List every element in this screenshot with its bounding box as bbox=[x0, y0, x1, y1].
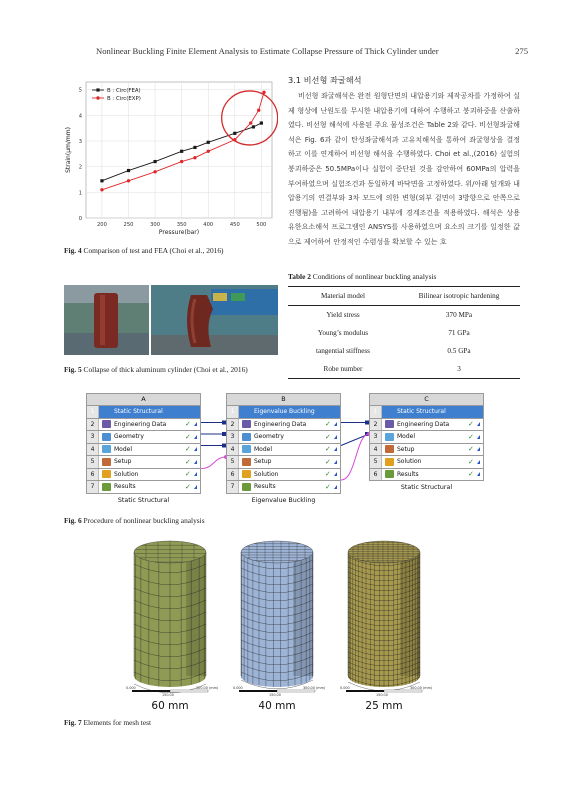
y-tick-label: 4 bbox=[78, 113, 82, 120]
row-label: Engineering Data bbox=[114, 420, 167, 428]
data-point bbox=[260, 121, 263, 124]
status-check-icon: ✓ bbox=[185, 445, 191, 454]
fig5-label: Fig. 5 bbox=[64, 365, 82, 374]
table2-caption-text: Conditions of nonlinear buckling analysis bbox=[312, 272, 437, 281]
x-axis-label: Pressure(bar) bbox=[158, 229, 200, 236]
row-label: Geometry bbox=[254, 433, 284, 441]
cylinder-shade bbox=[400, 552, 420, 676]
x-tick-label: 500 bbox=[256, 222, 267, 228]
section-paragraph: 비선형 좌굴해석은 완전 원형단면의 내압용기와 제작공차를 가정하여 실제 형상에 난원도를 무시한 내압용기에 대하여 수행하고 붕괴하중을 산출하였다. 비선형 해석에 사용된 주요 물성조건은 Table 2와 같다. 비선형좌굴해석은 Fig. 6과 같이 탄성좌굴해석과 고유치해석을 통하여 좌굴형상을 결정하고 이를 연계하여 비선형 해석을 수행하였다. Choi et al.,(2016) 실험의 붕괴하중은 50.5MPa이나 실험이 중단된 것을 감안하여 60MPa의 압력을 부여하였으며 실험조건과 동일하게 바닥면을 고정하였다. 위/아래 덮개와 내압용기의 연결부와 3차 모드에 의한 변형(외부 겉면이 3방향으로 안쪽으로 진행됨)을 고려하여 내압용기 내부에 경계조건을 적용하였다. 해석은 상용 유한요소해석 프로그램인 ANSYS를 사용하였으며 요소의 크기를 일정한 값으로 제어하여 안정적인 수렴성을 확보할 수 있는 호 bbox=[288, 91, 520, 246]
status-check-icon: ✓ bbox=[185, 420, 191, 429]
cell-type-icon bbox=[385, 445, 394, 453]
row-number: 4 bbox=[227, 444, 239, 456]
x-tick-label: 300 bbox=[150, 222, 161, 228]
table-cell: Robe number bbox=[288, 360, 398, 379]
row-label: Solution bbox=[254, 470, 279, 478]
row-number: 2 bbox=[87, 419, 99, 431]
cell-type-icon bbox=[242, 483, 251, 491]
row-number: 6 bbox=[370, 469, 382, 481]
data-point bbox=[127, 169, 130, 172]
scale-end-label: 300.00 (mm) bbox=[196, 686, 219, 690]
cell-type-icon bbox=[242, 445, 251, 453]
scale-start-label: 0.000 bbox=[126, 686, 136, 690]
y-tick-label: 1 bbox=[78, 190, 82, 197]
mesh-size-label: 25 mm bbox=[365, 700, 403, 712]
fig4-caption-text: Comparison of test and FEA (Choi et al., 2016) bbox=[83, 246, 224, 255]
data-point bbox=[180, 150, 183, 153]
legend-label: B : Circ(FEA) bbox=[107, 88, 141, 94]
collapsed-cylinder-image bbox=[151, 285, 278, 355]
status-check-icon: ✓ bbox=[325, 457, 331, 466]
status-check-icon: ✓ bbox=[185, 432, 191, 441]
table-header-row bbox=[288, 287, 520, 306]
table-cell: 370 MPa bbox=[445, 311, 473, 319]
row-label: Solution bbox=[114, 470, 139, 478]
system-row[interactable] bbox=[86, 456, 201, 469]
mesh-cylinder-image bbox=[118, 536, 222, 696]
x-tick-label: 350 bbox=[176, 222, 187, 228]
row-number: 1 bbox=[227, 406, 239, 418]
row-label: Engineering Data bbox=[254, 420, 307, 428]
table-header-cell: Bilinear isotropic hardening bbox=[398, 287, 520, 306]
mesh-size-label: 60 mm bbox=[151, 700, 189, 712]
page-number: 275 bbox=[515, 46, 528, 56]
cell-type-icon bbox=[385, 420, 394, 428]
fig6-label: Fig. 6 bbox=[64, 516, 82, 525]
system-row[interactable] bbox=[86, 469, 201, 482]
corner-triangle-icon bbox=[477, 447, 480, 451]
table-cell: Young’s modulus bbox=[317, 329, 369, 337]
cell-type-icon bbox=[102, 483, 111, 491]
cell-type-icon bbox=[242, 458, 251, 466]
data-point bbox=[180, 160, 183, 163]
cell-type-icon bbox=[102, 408, 111, 416]
system-row[interactable] bbox=[369, 431, 484, 444]
system-footer: Static Structural bbox=[117, 496, 170, 504]
system-letter: B bbox=[226, 393, 341, 406]
y-tick-label: 0 bbox=[78, 216, 82, 222]
fig4-label: Fig. 4 bbox=[64, 246, 82, 255]
fig5-photo-collapsed bbox=[151, 285, 278, 355]
row-number: 2 bbox=[370, 419, 382, 431]
row-label: Solution bbox=[397, 458, 422, 466]
row-label: Setup bbox=[254, 458, 272, 466]
y-axis-label: Strain(μm/mm) bbox=[65, 127, 72, 173]
x-tick-label: 400 bbox=[203, 222, 214, 228]
system-letter: C bbox=[369, 393, 484, 406]
corner-triangle-icon bbox=[194, 472, 197, 476]
data-point bbox=[100, 188, 103, 191]
table-cell: tangential stiffness bbox=[316, 347, 370, 355]
row-number: 4 bbox=[370, 444, 382, 456]
table-cell: 71 GPa bbox=[448, 329, 470, 337]
data-point bbox=[193, 146, 196, 149]
table-row bbox=[288, 342, 520, 360]
strain-pressure-chart bbox=[64, 76, 278, 236]
scale-bar-light bbox=[384, 690, 422, 692]
row-label: Model bbox=[114, 445, 133, 453]
cell-type-icon bbox=[102, 458, 111, 466]
row-label: Results bbox=[114, 483, 136, 491]
link-curve bbox=[201, 457, 226, 469]
y-tick-label: 2 bbox=[78, 164, 82, 171]
row-label: Setup bbox=[114, 458, 132, 466]
cylinder-shade bbox=[186, 552, 206, 676]
data-point bbox=[127, 179, 130, 182]
row-number: 5 bbox=[370, 456, 382, 468]
scale-start-label: 0.000 bbox=[233, 686, 243, 690]
row-label: Results bbox=[397, 470, 419, 478]
corner-triangle-icon bbox=[477, 460, 480, 464]
system-row[interactable] bbox=[226, 481, 341, 494]
cell-type-icon bbox=[242, 470, 251, 478]
row-label: Static Structural bbox=[397, 408, 446, 416]
intact-cylinder-image bbox=[64, 285, 149, 355]
fig7-mesh-images bbox=[118, 536, 458, 716]
system-footer: Eigenvalue Buckling bbox=[251, 496, 316, 504]
fig6-caption bbox=[64, 516, 205, 525]
x-tick-label: 200 bbox=[96, 222, 107, 228]
fig5-caption-text: Collapse of thick aluminum cylinder (Choi et al., 2016) bbox=[83, 365, 248, 374]
table-row bbox=[288, 306, 520, 325]
y-tick-label: 5 bbox=[78, 87, 82, 94]
row-number: 1 bbox=[370, 406, 382, 418]
cell-type-icon bbox=[242, 408, 251, 416]
running-title: Nonlinear Buckling Finite Element Analysis to Estimate Collapse Pressure of Thick Cylinder under bbox=[96, 46, 439, 56]
section-title: 3.1 비선형 좌굴해석 bbox=[288, 75, 362, 85]
status-check-icon: ✓ bbox=[468, 457, 474, 466]
row-label: Model bbox=[397, 433, 416, 441]
table-cell: 0.5 GPa bbox=[447, 347, 471, 355]
fig7-caption-text: Elements for mesh test bbox=[83, 718, 152, 727]
data-point bbox=[153, 170, 156, 173]
system-row[interactable] bbox=[86, 431, 201, 444]
corner-triangle-icon bbox=[194, 485, 197, 489]
cell-type-icon bbox=[385, 458, 394, 466]
corner-triangle-icon bbox=[334, 422, 337, 426]
table-header-cell: Material model bbox=[288, 287, 398, 306]
scale-bar-dark bbox=[132, 690, 170, 692]
cell-type-icon bbox=[242, 420, 251, 428]
row-number: 3 bbox=[87, 431, 99, 443]
status-check-icon: ✓ bbox=[325, 420, 331, 429]
cell-type-icon bbox=[102, 433, 111, 441]
row-label: Setup bbox=[397, 445, 415, 453]
fig5-photo-intact bbox=[64, 285, 149, 355]
link-curve bbox=[341, 434, 369, 480]
running-header bbox=[96, 46, 528, 56]
x-tick-label: 250 bbox=[123, 222, 134, 228]
row-number: 7 bbox=[87, 481, 99, 493]
row-number: 1 bbox=[87, 406, 99, 418]
status-check-icon: ✓ bbox=[468, 445, 474, 454]
fig7-label: Fig. 7 bbox=[64, 718, 82, 727]
system-b[interactable] bbox=[226, 393, 341, 504]
row-label: Static Structural bbox=[114, 408, 163, 416]
mesh-panel bbox=[225, 536, 329, 716]
row-number: 7 bbox=[227, 481, 239, 493]
legend-marker bbox=[96, 96, 99, 99]
row-number: 6 bbox=[227, 469, 239, 481]
cell-type-icon bbox=[102, 420, 111, 428]
system-row[interactable] bbox=[226, 444, 341, 457]
row-label: Model bbox=[254, 445, 273, 453]
system-row[interactable] bbox=[369, 444, 484, 457]
status-check-icon: ✓ bbox=[325, 470, 331, 479]
cell-type-icon bbox=[242, 433, 251, 441]
fig7-caption bbox=[64, 718, 151, 727]
system-footer: Static Structural bbox=[400, 484, 453, 491]
corner-triangle-icon bbox=[477, 472, 480, 476]
table2-label: Table 2 bbox=[288, 272, 311, 281]
system-row[interactable] bbox=[226, 431, 341, 444]
mesh-cylinder-image bbox=[332, 536, 436, 696]
scale-bar-light bbox=[277, 690, 315, 692]
status-check-icon: ✓ bbox=[325, 432, 331, 441]
corner-triangle-icon bbox=[194, 460, 197, 464]
plot-area bbox=[86, 82, 272, 218]
corner-triangle-icon bbox=[334, 447, 337, 451]
legend-marker bbox=[96, 88, 99, 91]
cell-type-icon bbox=[102, 470, 111, 478]
corner-triangle-icon bbox=[334, 435, 337, 439]
row-label: Engineering Data bbox=[397, 420, 450, 428]
system-c[interactable] bbox=[369, 393, 484, 491]
status-check-icon: ✓ bbox=[468, 432, 474, 441]
system-row[interactable] bbox=[226, 419, 341, 432]
scale-bar-dark bbox=[239, 690, 277, 692]
fig4-chart bbox=[64, 76, 278, 236]
scale-end-label: 300.00 (mm) bbox=[410, 686, 433, 690]
cell-type-icon bbox=[385, 433, 394, 441]
scale-mid-label: 150.00 bbox=[376, 693, 388, 697]
section-body bbox=[288, 89, 520, 250]
row-number: 6 bbox=[87, 469, 99, 481]
mesh-panel bbox=[332, 536, 436, 716]
row-number: 4 bbox=[87, 444, 99, 456]
data-point bbox=[153, 160, 156, 163]
cell-type-icon bbox=[102, 445, 111, 453]
table-row bbox=[288, 324, 520, 342]
fig6-workbench-schematic bbox=[86, 393, 506, 513]
data-point bbox=[207, 141, 210, 144]
corner-triangle-icon bbox=[334, 460, 337, 464]
fig5-caption bbox=[64, 365, 248, 374]
row-number: 2 bbox=[227, 419, 239, 431]
x-tick-label: 450 bbox=[229, 222, 240, 228]
system-row[interactable] bbox=[86, 444, 201, 457]
cylinder-top bbox=[348, 541, 420, 563]
corner-triangle-icon bbox=[334, 485, 337, 489]
corner-triangle-icon bbox=[477, 435, 480, 439]
system-row[interactable] bbox=[369, 469, 484, 482]
status-check-icon: ✓ bbox=[185, 457, 191, 466]
status-check-icon: ✓ bbox=[185, 482, 191, 491]
status-check-icon: ✓ bbox=[185, 470, 191, 479]
table2-caption bbox=[288, 272, 436, 281]
system-row[interactable] bbox=[226, 456, 341, 469]
row-label: Results bbox=[254, 483, 276, 491]
data-point bbox=[233, 132, 236, 135]
system-row[interactable] bbox=[86, 419, 201, 432]
status-check-icon: ✓ bbox=[468, 470, 474, 479]
data-point bbox=[207, 150, 210, 153]
table2 bbox=[288, 286, 520, 379]
status-check-icon: ✓ bbox=[468, 420, 474, 429]
scale-mid-label: 150.00 bbox=[162, 693, 174, 697]
data-point bbox=[252, 125, 255, 128]
scale-mid-label: 150.00 bbox=[269, 693, 281, 697]
data-point bbox=[193, 156, 196, 159]
row-label: Geometry bbox=[114, 433, 144, 441]
data-point bbox=[100, 179, 103, 182]
scale-end-label: 300.00 (mm) bbox=[303, 686, 326, 690]
scale-bar-dark bbox=[346, 690, 384, 692]
scale-bar-light bbox=[170, 690, 208, 692]
fig6-caption-text: Procedure of nonlinear buckling analysis bbox=[83, 516, 205, 525]
table-cell: Yield stress bbox=[326, 311, 360, 319]
cylinder-shade bbox=[293, 552, 313, 676]
row-number: 3 bbox=[370, 431, 382, 443]
scale-start-label: 0.000 bbox=[340, 686, 350, 690]
cell-type-icon bbox=[385, 470, 394, 478]
conditions-table bbox=[288, 286, 520, 379]
system-row[interactable] bbox=[86, 481, 201, 494]
row-number: 5 bbox=[227, 456, 239, 468]
system-row[interactable] bbox=[226, 469, 341, 482]
system-a[interactable] bbox=[86, 393, 201, 504]
data-point bbox=[249, 121, 252, 124]
system-row[interactable] bbox=[86, 406, 201, 419]
system-letter: A bbox=[86, 393, 201, 406]
fig4-caption bbox=[64, 246, 224, 255]
row-number: 5 bbox=[87, 456, 99, 468]
corner-triangle-icon bbox=[194, 422, 197, 426]
mesh-cylinder-image bbox=[225, 536, 329, 696]
row-label: Eigenvalue Buckling bbox=[254, 408, 315, 416]
status-check-icon: ✓ bbox=[325, 445, 331, 454]
system-row[interactable] bbox=[226, 406, 341, 419]
mesh-size-label: 40 mm bbox=[258, 700, 296, 712]
table-cell: 3 bbox=[398, 360, 520, 379]
cell-type-icon bbox=[385, 408, 394, 416]
system-row[interactable] bbox=[369, 406, 484, 419]
mesh-panel bbox=[118, 536, 222, 716]
table-row bbox=[288, 360, 520, 379]
corner-triangle-icon bbox=[194, 447, 197, 451]
corner-triangle-icon bbox=[334, 472, 337, 476]
status-check-icon: ✓ bbox=[325, 482, 331, 491]
y-tick-label: 3 bbox=[78, 139, 82, 146]
row-number: 3 bbox=[227, 431, 239, 443]
corner-triangle-icon bbox=[194, 435, 197, 439]
system-row[interactable] bbox=[369, 456, 484, 469]
cylinder-top bbox=[241, 541, 313, 563]
data-point bbox=[257, 109, 260, 112]
corner-triangle-icon bbox=[477, 422, 480, 426]
legend-label: B : Circ(EXP) bbox=[107, 96, 141, 102]
system-row[interactable] bbox=[369, 419, 484, 432]
